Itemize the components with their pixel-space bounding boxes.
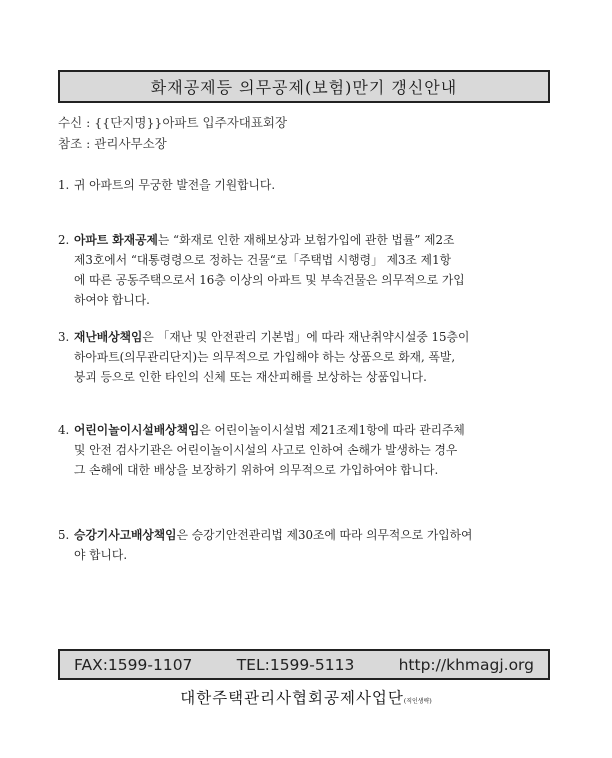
tel-number: TEL:1599-5113 [236, 655, 355, 674]
item-number: 2. [58, 233, 70, 247]
item-text-line: 은 「재난 및 안전관리 기본법」에 따라 재난취약시설중 15층이 [142, 330, 470, 344]
organization-signature [0, 686, 612, 708]
list-item-2 [58, 230, 558, 310]
item-text-line: 은 어린이놀이시설법 제21조제1항에 따라 관리주체 [199, 423, 465, 437]
item-text-line: 붕괴 등으로 인한 타인의 신체 또는 재산피해를 보상하는 상품입니다. [74, 370, 427, 384]
item-heading: 아파트 화재공제 [74, 233, 158, 247]
contact-footer [58, 649, 550, 680]
item-text-line: 은 승강기안전관리법 제30조에 따라 의무적으로 가입하여 [176, 528, 473, 542]
list-item-3 [58, 327, 558, 387]
item-text-line: 하여야 합니다. [74, 293, 150, 307]
seal-omitted-note: (직인생략) [403, 698, 432, 705]
website-link[interactable]: http://khmagj.org [398, 655, 534, 674]
list-item-4 [58, 420, 558, 480]
recipient-line: 수신 : {{단지명}}아파트 입주자대표회장 [58, 115, 288, 130]
item-text-line: 에 따른 공동주택으로서 16층 이상의 아파트 및 부속건물은 의무적으로 가입 [74, 273, 465, 287]
item-text-line: 야 합니다. [74, 548, 128, 562]
fax-number: FAX:1599-1107 [74, 655, 193, 674]
item-heading: 재난배상책임 [74, 330, 143, 344]
list-item-5 [58, 525, 558, 565]
document-title-text: 화재공제등 의무공제(보험)만기 갱신안내 [150, 78, 458, 97]
item-number: 1. [58, 178, 70, 192]
item-heading: 어린이놀이시설배상책임 [74, 423, 200, 437]
list-item-1 [58, 175, 558, 195]
item-heading: 승강기사고배상책임 [74, 528, 177, 542]
item-number: 3. [58, 330, 70, 344]
item-number: 5. [58, 528, 70, 542]
item-number: 4. [58, 423, 70, 437]
item-text-line: 하아파트(의무관리단지)는 의무적으로 가입해야 하는 상품으로 화재, 폭발, [74, 350, 456, 364]
item-text-line: 제3호에서 “대통령령으로 정하는 건물“로「주택법 시행령」 제3조 제1항 [74, 253, 451, 267]
item-text-line: 귀 아파트의 무궁한 발전을 기원합니다. [74, 178, 276, 192]
item-text-line: 는 “화재로 인한 재해보상과 보험가입에 관한 법률” 제2조 [157, 233, 455, 247]
item-text-line: 및 안전 검사기관은 어린이놀이시설의 사고로 인하여 손해가 발생하는 경우 [74, 443, 458, 457]
organization-name: 대한주택관리사협회공제사업단 [180, 689, 404, 707]
item-text-line: 그 손해에 대한 배상을 보장하기 위하여 의무적으로 가입하여야 합니다. [74, 463, 439, 477]
document-title [58, 70, 550, 103]
reference-line: 참조 : 관리사무소장 [58, 136, 167, 151]
